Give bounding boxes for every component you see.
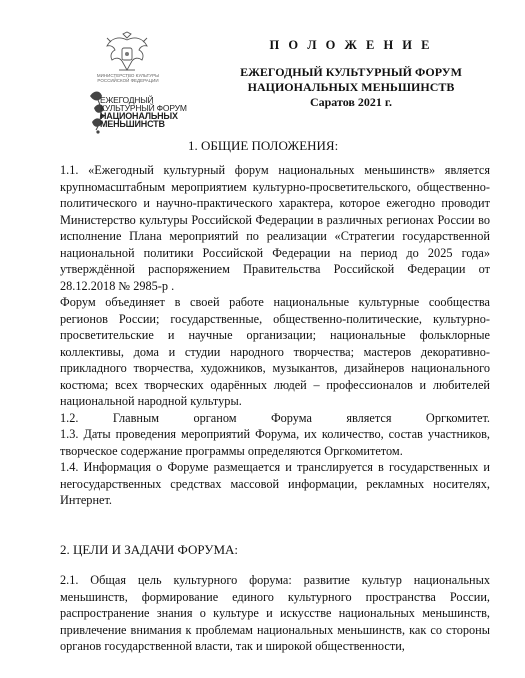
document-subtitle-3: Саратов 2021 г. <box>309 95 393 109</box>
logo-line-1: ЕЖЕГОДНЫЙ <box>100 95 154 105</box>
document-title: П О Л О Ж Е Н И Е <box>269 38 433 52</box>
section-2-heading: 2. ЦЕЛИ И ЗАДАЧИ ФОРУМА: <box>60 542 239 557</box>
paragraph-1-3: 1.3. Даты проведения мероприятий Форума, их количество, состав участников, творческое содержание программы определяются Оргкомитетом. <box>60 427 490 458</box>
section-2-body <box>60 572 490 655</box>
paragraph-forum-unites: Форум объединяет в своей работе национальные культурные сообщества регионов России; государственные, общественно-политические, культурно-просветительские и научные организации; национальные фольклорные коллективы, дома и студии народного творчества; мастеров декоративно-прикладного творчества, художников, музыкантов, дизайнеров национального костюма; всех творческих одарённых людей – профессионалов и любителей национальной народной культуры. <box>60 295 490 408</box>
paragraph-1-1: 1.1. «Ежегодный культурный форум национальных меньшинств» является крупномасштабным мероприятием культурно-просветительского, общественно-политического и научно-практического характера, которое ежегодно проводит Министерство культуры Российской Федерации в различных регионах России во исполнение Плана мероприятий по реализации «Стратегии государственной национальной политики Российской Федерации на период до 2025 года» утверждённой распоряжением Правительства Российской Федерации от 28.12.2018 № 2985-р . <box>60 163 490 293</box>
paragraph-2-1: 2.1. Общая цель культурного форума: развитие культур национальных меньшинств, формирование единого культурного пространства России, распространение знания о культуре и искусстве национальных меньшинств, привлечение внимания к проблемам национальных меньшинств, как со стороны органов государственной власти, так и широкой общественности, <box>60 573 490 653</box>
section-1-heading: 1. ОБЩИЕ ПОЛОЖЕНИЯ: <box>188 138 339 153</box>
ministry-caption: МИНИСТЕРСТВО КУЛЬТУРЫ РОССИЙСКОЙ ФЕДЕРАЦИИ <box>96 73 160 83</box>
logo-line-3: НАЦИОНАЛЬНЫХ <box>100 111 178 121</box>
logo-line-4: МЕНЬШИНСТВ <box>100 119 165 129</box>
paragraph-1-2: 1.2. Главным органом Форума является Оргкомитет. <box>60 410 490 425</box>
document-subtitle-2: НАЦИОНАЛЬНЫХ МЕНЬШИНСТВ <box>247 80 455 94</box>
document-subtitle-1: ЕЖЕГОДНЫЙ КУЛЬТУРНЫЙ ФОРУМ <box>240 65 462 79</box>
logo-line-2: КУЛЬТУРНЫЙ ФОРУМ <box>100 103 187 113</box>
paragraph-1-4: 1.4. Информация о Форуме размещается и транслируется в государственных и негосударственных средствах массовой информации, рекламных носителях, Интернет. <box>60 460 490 507</box>
section-1-body <box>60 162 490 509</box>
document-header <box>200 38 470 110</box>
forum-logo-text <box>100 96 187 128</box>
